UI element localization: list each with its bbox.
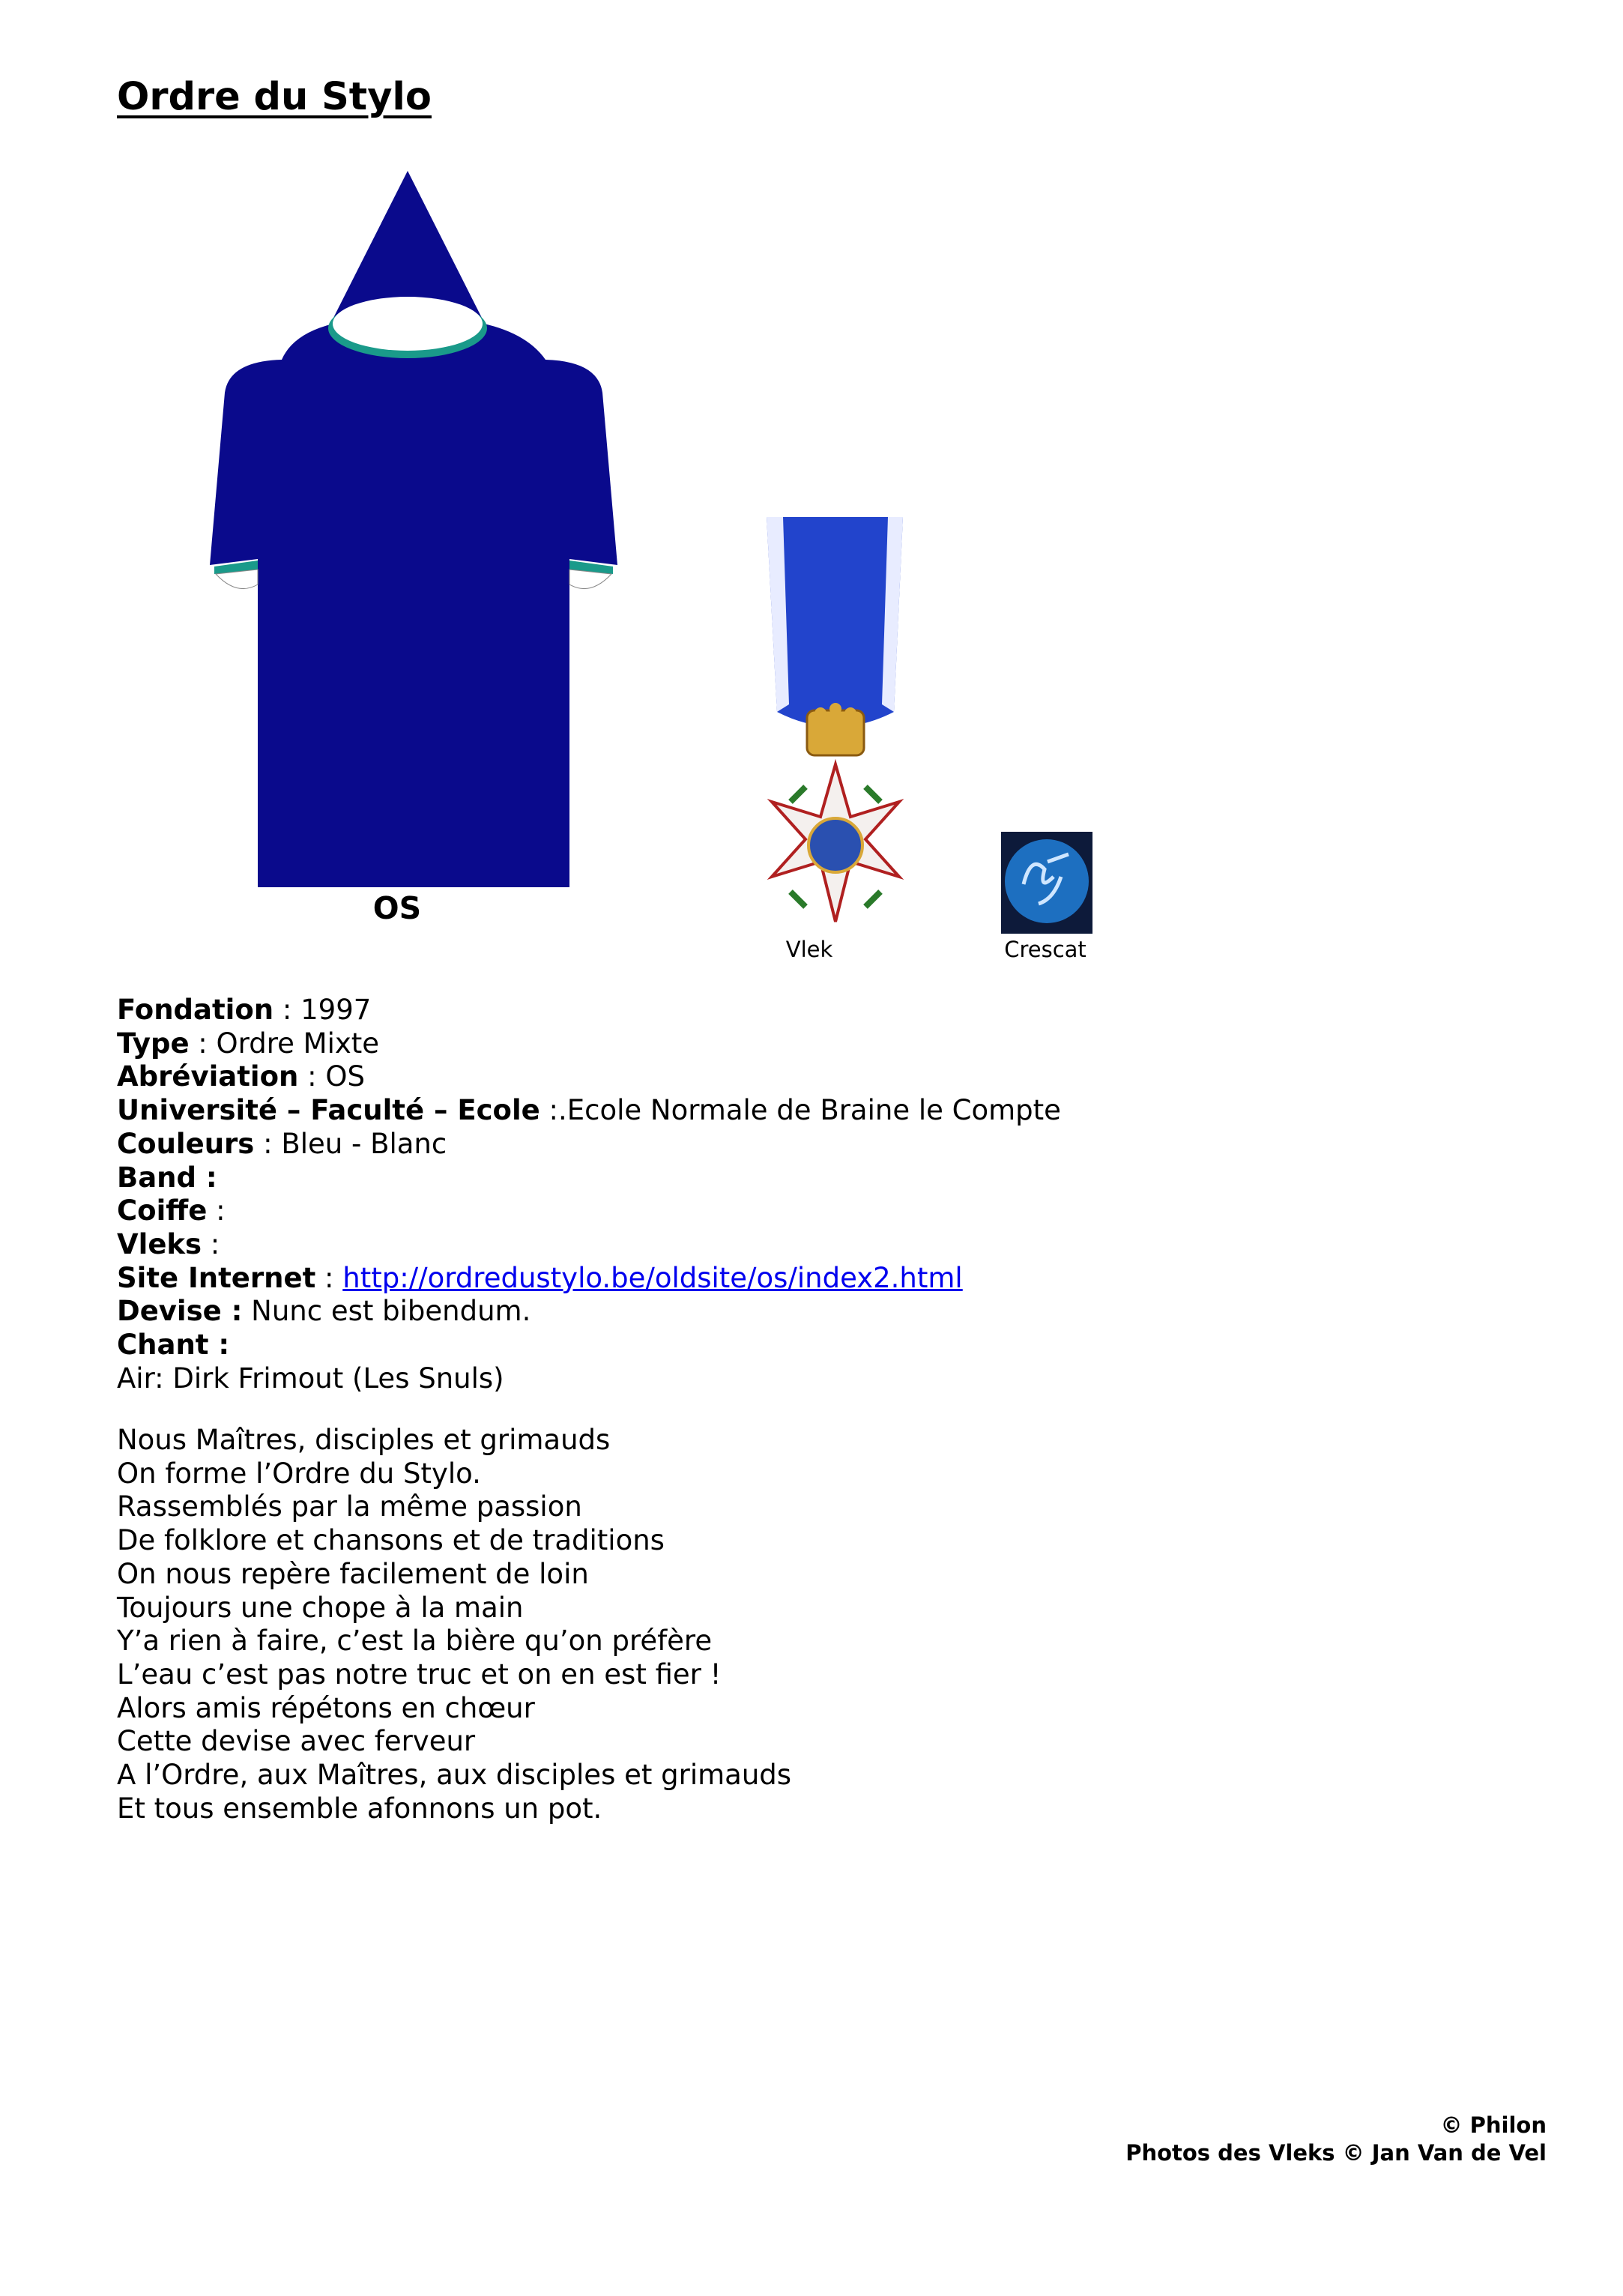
- song-line: L’eau c’est pas notre truc et on en est fier !: [117, 1658, 722, 1691]
- info-section: [117, 994, 1061, 1395]
- crescat-label: Crescat: [1004, 937, 1086, 962]
- song-line: Rassemblés par la même passion: [117, 1490, 582, 1523]
- song-line: A l’Ordre, aux Maîtres, aux disciples et grimauds: [117, 1759, 792, 1792]
- song-line: Alors amis répétons en chœur: [117, 1691, 535, 1724]
- crescat-image: [1001, 832, 1092, 934]
- site-link[interactable]: http://ordredustylo.be/oldsite/os/index2.html: [342, 1261, 963, 1294]
- song-lyrics: [117, 1424, 791, 1825]
- coiffe-row: Coiffe :: [117, 1194, 226, 1227]
- vleks-row: Vleks :: [117, 1227, 220, 1260]
- costume-illustration: [207, 168, 626, 887]
- site-row: Site Internet : http://ordredustylo.be/oldsite/os/index2.html: [117, 1261, 963, 1294]
- devise-row: Devise : Nunc est bibendum.: [117, 1295, 531, 1328]
- fondation-row: Fondation : 1997: [117, 994, 372, 1026]
- abreviation-value: OS: [325, 1060, 365, 1093]
- credit-photos: Photos des Vleks © Jan Van de Vel: [1125, 2140, 1547, 2166]
- collar: [333, 297, 483, 351]
- air-row: Air: Dirk Frimout (Les Snuls): [117, 1362, 504, 1395]
- song-line: Toujours une chope à la main: [117, 1591, 524, 1624]
- fondation-value: 1997: [300, 994, 372, 1026]
- devise-value: Nunc est bibendum.: [242, 1295, 531, 1328]
- couleurs-row: Couleurs : Bleu - Blanc: [117, 1127, 447, 1160]
- credits: [1125, 2112, 1547, 2167]
- medal-center: [809, 818, 862, 872]
- song-line: On nous repère facilement de loin: [117, 1557, 589, 1590]
- couleurs-value: Bleu - Blanc: [281, 1127, 447, 1160]
- band-row: Band :: [117, 1161, 217, 1194]
- song-line: De folklore et chansons et de traditions: [117, 1524, 665, 1557]
- song-line: Et tous ensemble afonnons un pot.: [117, 1792, 602, 1825]
- abreviation-row: Abréviation : OS: [117, 1060, 365, 1093]
- song-line: Cette devise avec ferveur: [117, 1725, 476, 1758]
- universite-row: Université – Faculté – Ecole :.Ecole Normale de Braine le Compte: [117, 1094, 1061, 1127]
- medal-label: Vlek: [785, 937, 833, 962]
- type-value: Ordre Mixte: [216, 1027, 380, 1060]
- medal-image: [761, 517, 910, 937]
- medal-crown: [807, 710, 864, 755]
- chant-row: Chant :: [117, 1329, 230, 1362]
- shirt-body: [210, 318, 617, 887]
- page-title: Ordre du Stylo: [117, 75, 432, 119]
- universite-value: .Ecole Normale de Braine le Compte: [558, 1094, 1061, 1127]
- type-row: Type : Ordre Mixte: [117, 1027, 380, 1060]
- song-line: Nous Maîtres, disciples et grimauds: [117, 1424, 611, 1456]
- costume-label: OS: [372, 890, 422, 926]
- credit-philon: © Philon: [1440, 2112, 1547, 2138]
- song-line: Y’a rien à faire, c’est la bière qu’on préfère: [117, 1625, 713, 1658]
- song-line: On forme l’Ordre du Stylo.: [117, 1457, 481, 1490]
